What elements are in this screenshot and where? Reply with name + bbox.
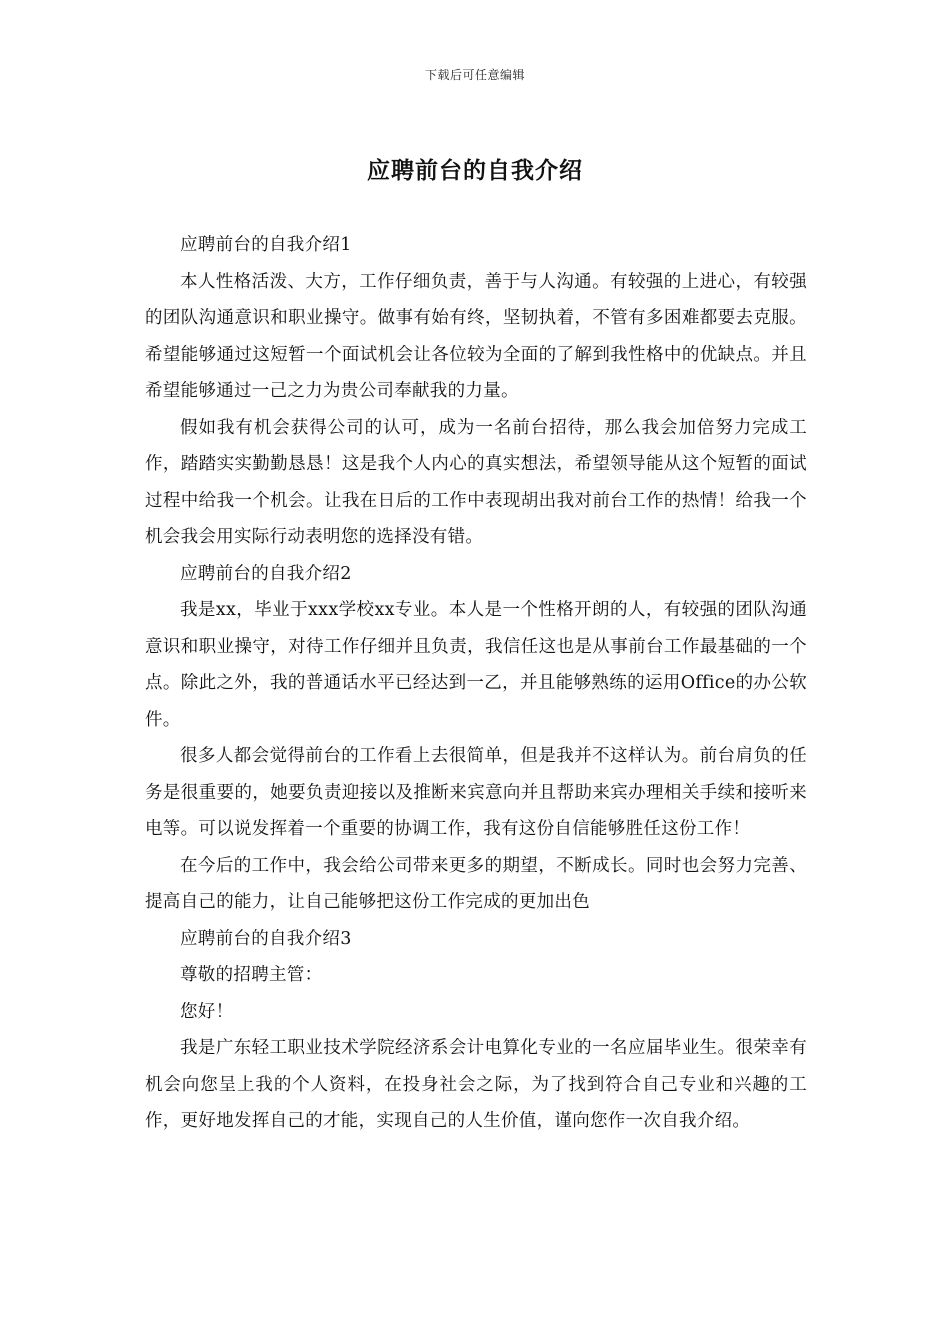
- section-heading-2: 应聘前台的自我介绍2: [180, 563, 352, 584]
- paragraph: 我是xx，毕业于xxx学校xx专业。本人是一个性格开朗的人，有较强的团队沟通意识和职业操守，对待工作仔细并且负责，我信任这也是从事前台工作最基础的一个点。除此之外，我的普通话水平已经达到一乙，并且能够熟练的运用Office的办公软件。: [145, 600, 807, 730]
- header-note: 下载后可任意编辑: [424, 68, 525, 82]
- paragraph: 本人性格活泼、大方，工作仔细负责，善于与人沟通。有较强的上进心，有较强的团队沟通意识和职业操守。做事有始有终，坚韧执着，不管有多困难都要去克服。希望能够通过这短暂一个面试机会让各位较为全面的了解到我性格中的优缺点。并且希望能够通过一己之力为贵公司奉献我的力量。: [145, 271, 807, 401]
- greeting: 您好！: [180, 1001, 234, 1022]
- section-heading-3: 应聘前台的自我介绍3: [180, 928, 352, 949]
- salutation: 尊敬的招聘主管：: [180, 965, 323, 985]
- paragraph: 假如我有机会获得公司的认可，成为一名前台招待，那么我会加倍努力完成工作，踏踏实实勤勤恳恳！这是我个人内心的真实想法，希望领导能从这个短暂的面试过程中给我一个机会。让我在日后的工作中表现胡出我对前台工作的热情！给我一个机会我会用实际行动表明您的选择没有错。: [145, 417, 807, 547]
- section-heading-1: 应聘前台的自我介绍1: [180, 235, 352, 255]
- paragraph: 我是广东轻工职业技术学院经济系会计电算化专业的一名应届毕业生。很荣幸有机会向您呈上我的个人资料，在投身社会之际，为了找到符合自己专业和兴趣的工作，更好地发挥自己的才能，实现自己的人生价值，谨向您作一次自我介绍。: [145, 1038, 807, 1131]
- paragraph: 很多人都会觉得前台的工作看上去很简单，但是我并不这样认为。前台肩负的任务是很重要的，她要负责迎接以及推断来宾意向并且帮助来宾办理相关手续和接听来电等。可以说发挥着一个重要的协调工作，我有这份自信能够胜任这份工作！: [145, 746, 807, 839]
- paragraph: 在今后的工作中，我会给公司带来更多的期望，不断成长。同时也会努力完善、提高自己的能力，让自己能够把这份工作完成的更加出色: [145, 855, 807, 912]
- document-title: 应聘前台的自我介绍: [367, 157, 583, 184]
- document-body: [145, 227, 807, 1140]
